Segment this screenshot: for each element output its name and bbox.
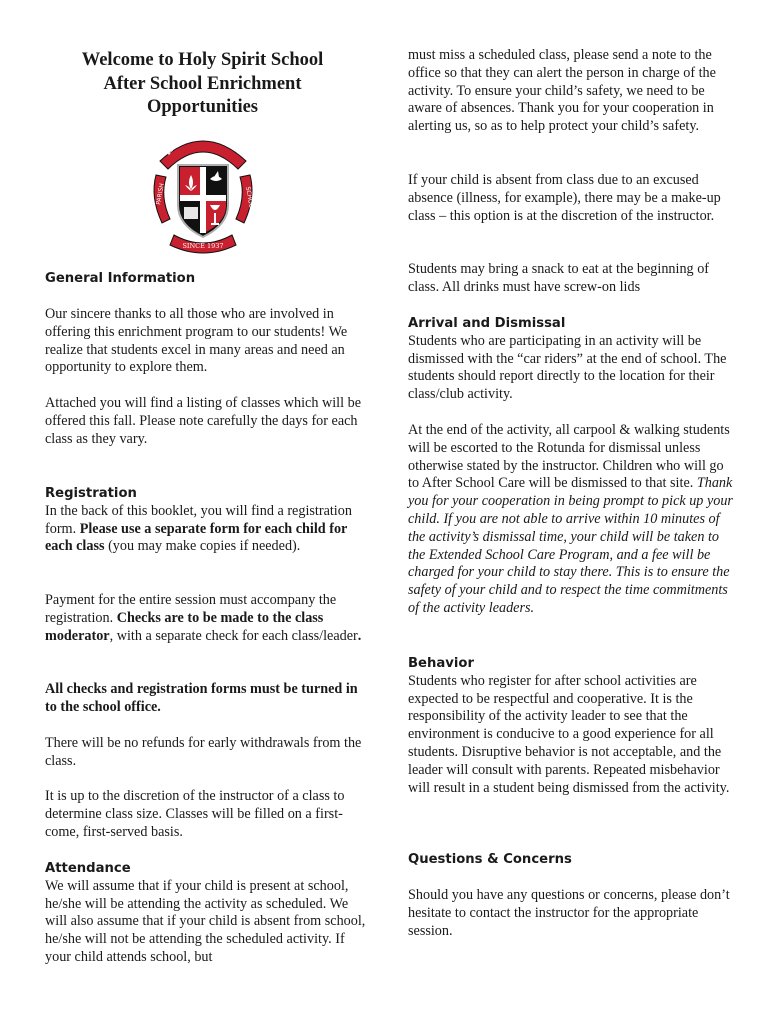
- registration-section: [45, 485, 370, 556]
- general-information-section: [45, 270, 370, 288]
- attendance-paragraph-3: Students may bring a snack to eat at the beginning of class. All drinks must have screw-on lids: [408, 261, 710, 295]
- attendance-paragraph-1: We will assume that if your child is present at school, he/she will be attending the activity as scheduled. We will also assume that if your child is absent from school, he/she will not be attending the scheduled activity. If your child attends school, but: [45, 877, 366, 965]
- registration-paragraph-1: In the back of this booklet, you will find a registration form. Please use a separate form for each child for each class (you may make copies if needed).: [45, 502, 352, 555]
- attendance-paragraph-2: If your child is absent from class due to an excused absence (illness, for example), there may be a make-up class – this option is at the discretion of the instructor.: [408, 172, 721, 224]
- title-line-2: After School Enrichment: [103, 73, 302, 94]
- questions-paragraph-1: Should you have any questions or concerns, please don’t hesitate to contact the instructor for the appropriate session.: [408, 887, 730, 939]
- arrival-paragraph-1: Students who are participating in an activity will be dismissed with the “car riders” at the end of school. The students should report directly to the location for their class/club activity.: [408, 332, 727, 403]
- questions-section: [408, 851, 733, 869]
- crest-top-text: HOLY SPIRIT: [162, 129, 246, 158]
- title-line-3: Opportunities: [146, 97, 259, 117]
- crest-bottom-text: SINCE 1937: [182, 242, 224, 250]
- arrival-dismissal-section: [408, 315, 733, 404]
- crest-left-text: PARISH: [155, 182, 166, 206]
- behavior-paragraph-1: Students who register for after school activities are expected to be respectful and cooperative. It is the responsibility of the activity leader to see that the environment is conducive to a good experience for all students. Disruptive behavior is not acceptable, and the leader will consult with parents. Repeated misbehavior will result in a student being dismissed from the activity.: [408, 672, 730, 796]
- attendance-paragraph-1-continued: must miss a scheduled class, please send a note to the office so that they can alert the person in charge of the activity. To ensure your child’s safety, we need to be aware of absences. Thank you for your cooperation in alerting us, so as to help protect your child’s safety.: [408, 47, 716, 135]
- general-paragraph-1: Our sincere thanks to all those who are involved in offering this enrichment program to our students! We realize that students excel in many areas and need an opportunity to explore them.: [45, 306, 348, 376]
- school-crest-logo: [148, 127, 258, 257]
- crest-right-text: SCHOOL: [244, 186, 256, 213]
- registration-paragraph-2: Payment for the entire session must accompany the registration. Checks are to be made to the class moderator, with a separate check for each class/leader.: [45, 592, 362, 644]
- general-paragraph-2: Attached you will find a listing of classes which will be offered this fall. Please note carefully the days for each class as they vary.: [45, 395, 362, 447]
- registration-paragraph-3: All checks and registration forms must be turned in to the school office.: [45, 681, 358, 715]
- questions-heading: Questions & Concerns: [408, 852, 572, 867]
- registration-paragraph-4: There will be no refunds for early withdrawals from the class.: [45, 735, 362, 769]
- registration-heading: Registration: [45, 486, 137, 501]
- registration-paragraph-5: It is up to the discretion of the instructor of a class to determine class size. Classes will be filled on a first-come, first-served basis.: [45, 788, 345, 840]
- attendance-section: [45, 860, 370, 967]
- behavior-heading: Behavior: [408, 656, 474, 671]
- attendance-heading: Attendance: [45, 861, 131, 876]
- general-information-heading: General Information: [45, 271, 196, 286]
- arrival-dismissal-heading: Arrival and Dismissal: [408, 316, 566, 331]
- page-title: [40, 49, 365, 120]
- arrival-paragraph-2: At the end of the activity, all carpool & walking students will be escorted to the Rotunda for dismissal unless otherwise stated by the instructor. Children who will go to After School Care will be dismissed to that site. Thank you for your cooperation in being prompt to pick up your child. If you are not able to arrive within 10 minutes of the activity’s dismissal time, your child will be taken to the Extended School Care Program, and a fee will be charged for your child to stay there. This is to ensure the safety of your child and to respect the time commitments of the activity leaders.: [408, 422, 733, 616]
- title-line-1: Welcome to Holy Spirit School: [81, 50, 324, 70]
- behavior-section: [408, 655, 733, 797]
